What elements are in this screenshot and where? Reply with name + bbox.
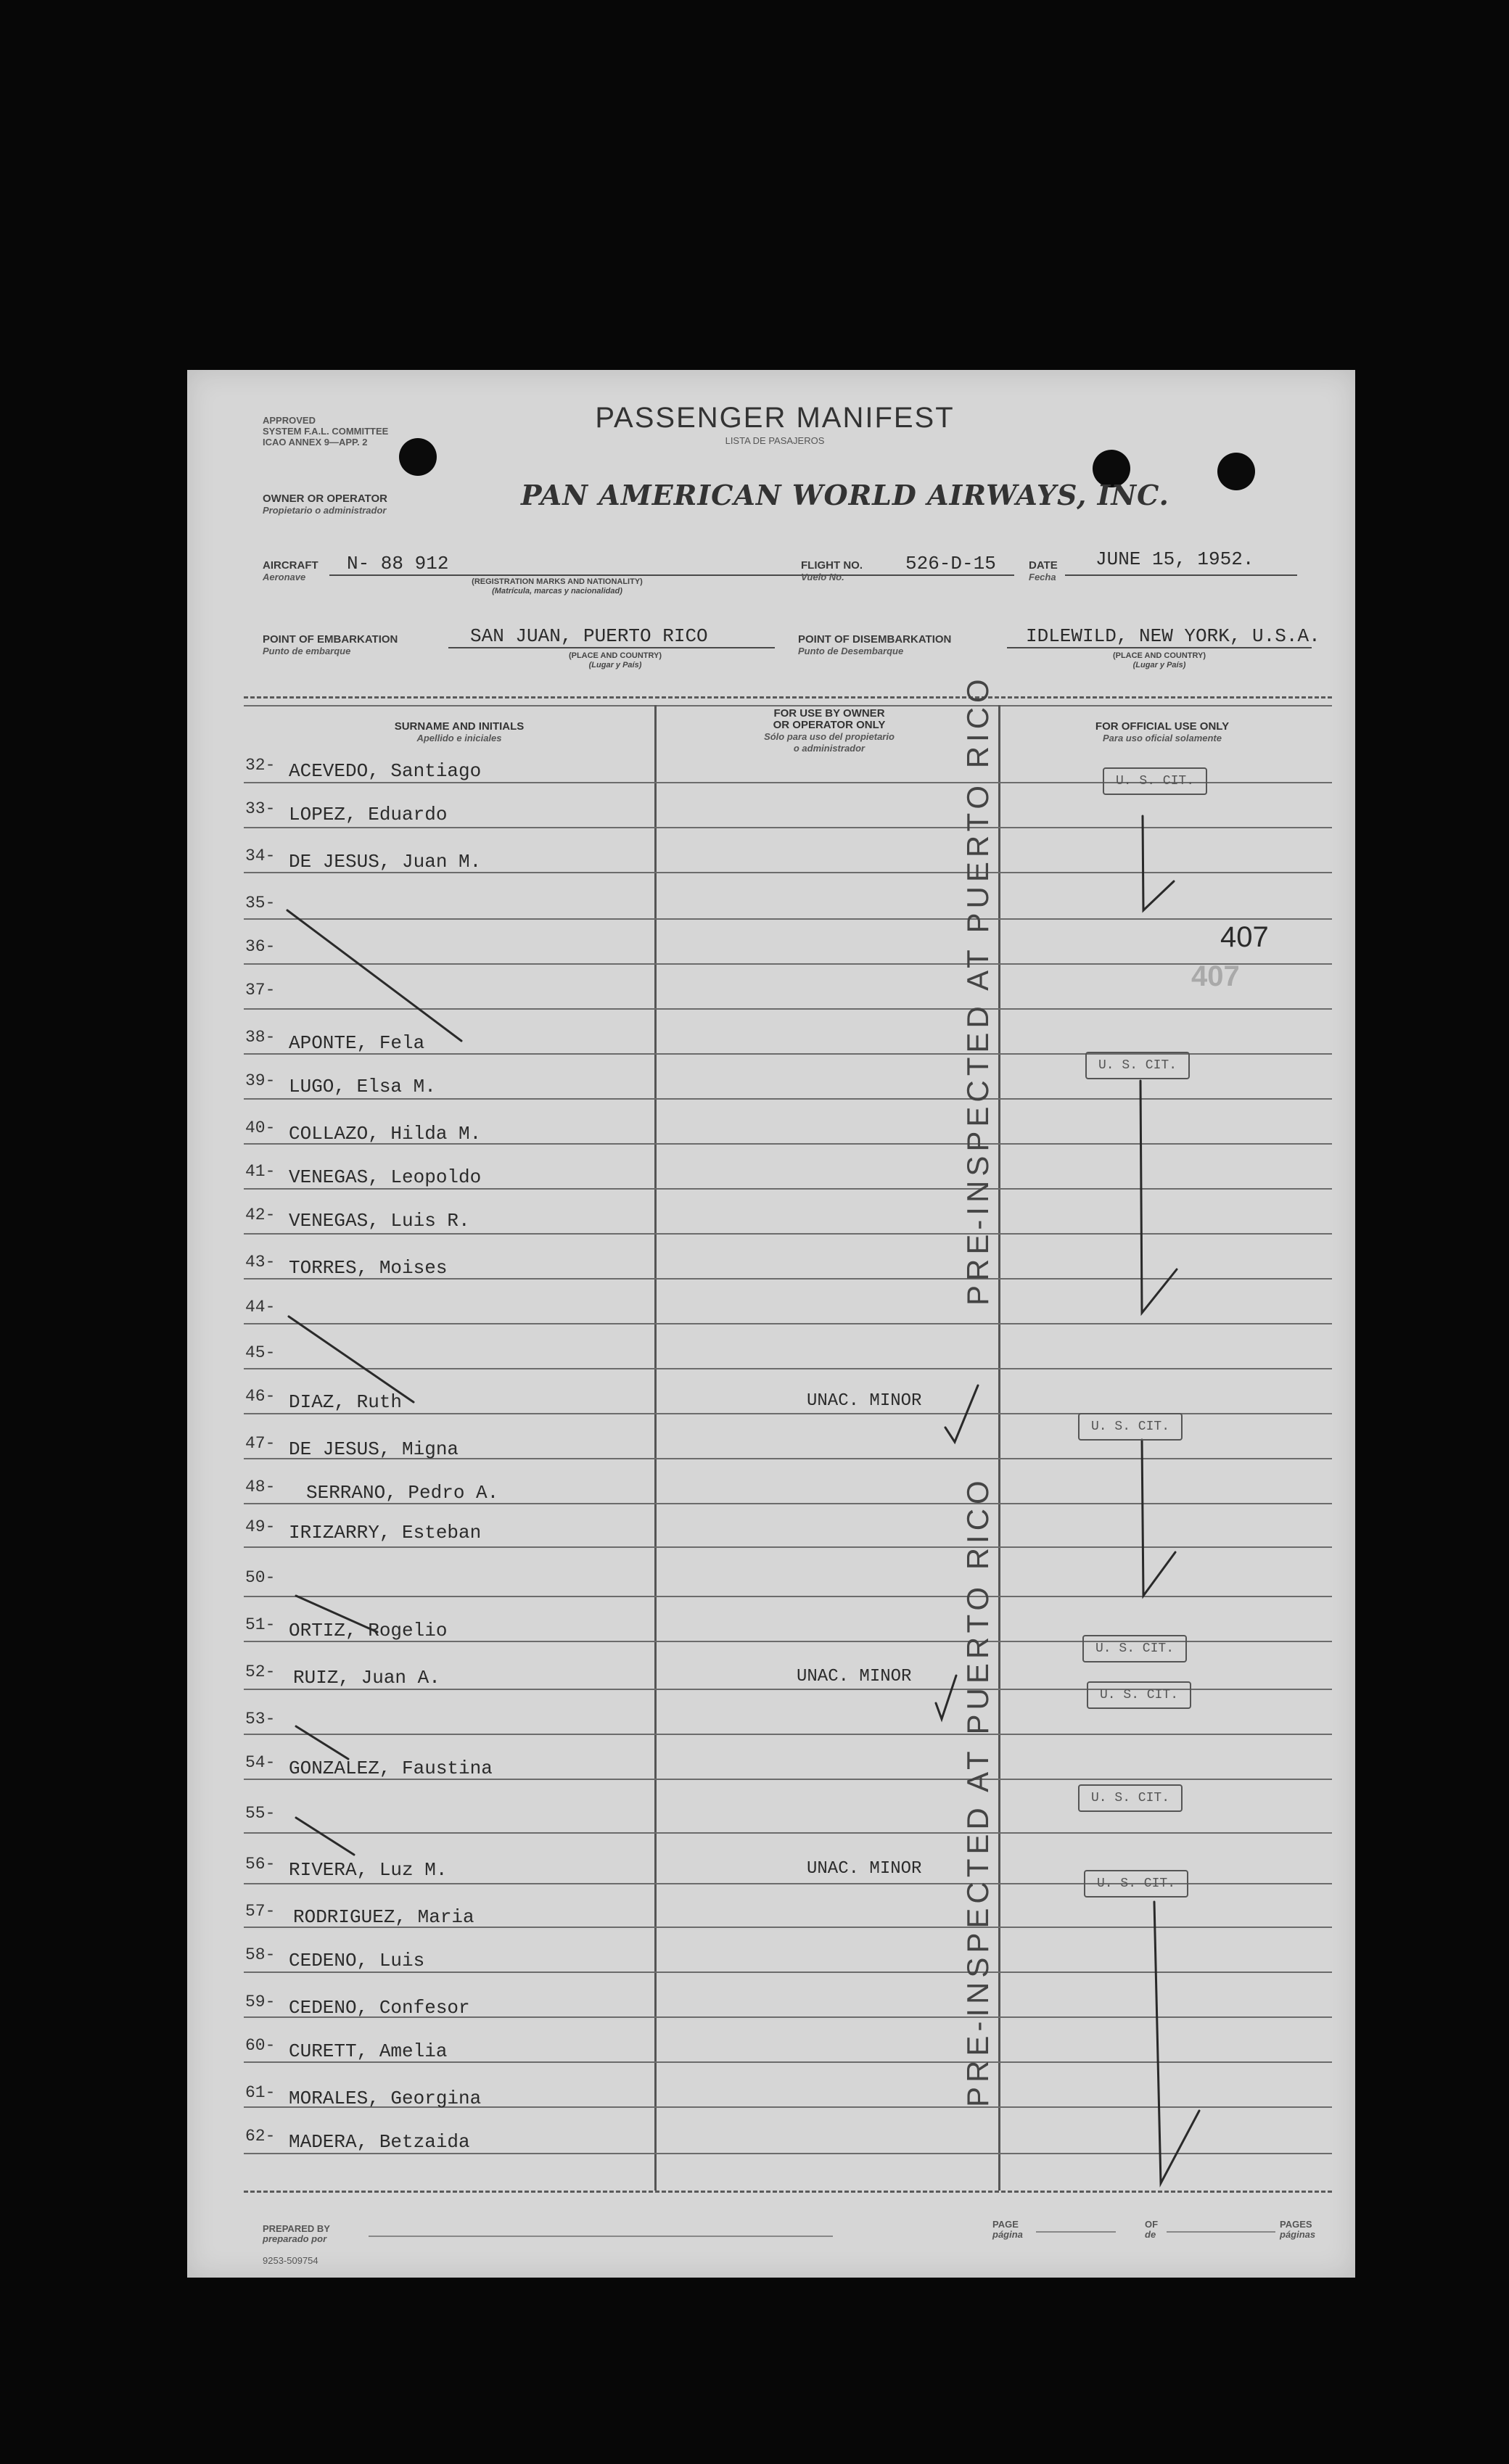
owner-note: UNAC. MINOR — [797, 1667, 912, 1686]
passenger-name: SERRANO, Pedro A. — [306, 1482, 499, 1504]
passenger-name: CEDENO, Confesor — [289, 1997, 470, 2019]
pre-inspected-stamp: PRE-INSPECTED AT PUERTO RICO — [961, 1476, 995, 2107]
checkmark — [1143, 816, 1174, 910]
row-number: 40- — [245, 1118, 276, 1137]
of-label-en: OF — [1145, 2219, 1159, 2230]
page-subtitle: LISTA DE PASAJEROS — [725, 435, 825, 446]
passenger-name: RUIZ, Juan A. — [293, 1667, 440, 1689]
owner-use-header-line: FOR USE BY OWNER — [773, 707, 885, 720]
official-column-header-es: Para uso oficial solamente — [1102, 733, 1222, 743]
page-title: PASSENGER MANIFEST — [595, 402, 955, 434]
owner-use-header-es-line: o administrador — [793, 743, 865, 754]
passenger-name: ORTIZ, Rogelio — [289, 1620, 448, 1641]
prepared-by-es: preparado por — [263, 2233, 327, 2244]
page-label — [992, 2220, 1023, 2240]
strike-line — [296, 1726, 348, 1759]
passenger-name: GONZALEZ, Faustina — [289, 1758, 493, 1779]
row-number: 62- — [245, 2127, 276, 2146]
passenger-name: IRIZARRY, Esteban — [289, 1522, 482, 1544]
approval-line: SYSTEM F.A.L. COMMITTEE — [263, 426, 389, 437]
owner-note: UNAC. MINOR — [807, 1391, 922, 1411]
row-number: 45- — [245, 1343, 276, 1362]
row-number: 59- — [245, 1993, 276, 2011]
prepared-by-en: PREPARED BY — [263, 2223, 330, 2234]
embark-label-es: Punto de embarque — [263, 646, 351, 656]
strike-line — [287, 910, 461, 1041]
row-number: 36- — [245, 937, 276, 956]
row-number: 52- — [245, 1662, 276, 1681]
official-column-header-en: FOR OFFICIAL USE ONLY — [1095, 720, 1230, 733]
prepared-by-label — [263, 2224, 330, 2244]
checkmark — [1154, 1902, 1199, 2183]
airline-name: PAN AMERICAN WORLD AIRWAYS, INC. — [521, 479, 1169, 511]
passenger-name: DE JESUS, Juan M. — [289, 851, 482, 873]
passenger-name: LOPEZ, Eduardo — [289, 804, 448, 825]
registration-caption-en: (REGISTRATION MARKS AND NATIONALITY) — [472, 577, 643, 586]
passenger-name: COLLAZO, Hilda M. — [289, 1123, 482, 1145]
disembark-value: IDLEWILD, NEW YORK, U.S.A. — [1026, 625, 1320, 647]
us-cit-stamp: U. S. CIT. — [1084, 1870, 1188, 1898]
date-label-en: DATE — [1029, 559, 1058, 572]
form-number: 9253-509754 — [263, 2255, 318, 2266]
pages-label-en: PAGES — [1280, 2219, 1312, 2230]
row-number: 44- — [245, 1298, 276, 1317]
disembark-label-es: Punto de Desembarque — [798, 646, 904, 656]
strike-line — [289, 1317, 414, 1402]
date-label-es: Fecha — [1029, 572, 1056, 582]
row-number: 53- — [245, 1710, 276, 1728]
footer-divider — [244, 2191, 1332, 2193]
registration-caption-es: (Matrícula, marcas y nacionalidad) — [492, 587, 622, 596]
disembark-label-en: POINT OF DISEMBARKATION — [798, 633, 952, 646]
of-line — [1167, 2231, 1275, 2233]
aircraft-value: N- 88 912 — [347, 553, 449, 574]
row-number: 55- — [245, 1804, 276, 1823]
passenger-name: TORRES, Moises — [289, 1257, 448, 1279]
of-label-es: de — [1145, 2229, 1156, 2240]
embark-place-caption-es: (Lugar y País) — [588, 661, 642, 669]
row-number: 57- — [245, 1902, 276, 1921]
row-number: 46- — [245, 1387, 276, 1406]
passenger-name: VENEGAS, Luis R. — [289, 1210, 470, 1232]
owner-use-header-line: OR OPERATOR ONLY — [773, 719, 886, 731]
embark-value: SAN JUAN, PUERTO RICO — [470, 625, 708, 647]
aircraft-label-en: AIRCRAFT — [263, 559, 318, 572]
passenger-name: LUGO, Elsa M. — [289, 1076, 436, 1097]
row-number: 43- — [245, 1253, 276, 1272]
disembark-place-caption-es: (Lugar y País) — [1132, 661, 1186, 669]
surname-column-header-es: Apellido e iniciales — [416, 733, 502, 743]
manifest-sheet — [187, 370, 1355, 2278]
page-line — [1036, 2231, 1116, 2233]
pages-label — [1280, 2220, 1315, 2240]
row-number: 51- — [245, 1615, 276, 1634]
us-cit-stamp: U. S. CIT. — [1085, 1052, 1190, 1079]
disembark-place-caption-en: (PLACE AND COUNTRY) — [1112, 651, 1206, 660]
pre-inspected-stamp: PRE-INSPECTED AT PUERTO RICO — [961, 675, 995, 1306]
row-number: 49- — [245, 1517, 276, 1536]
row-number: 38- — [245, 1028, 276, 1047]
faint-count: 407 — [1191, 960, 1240, 992]
aircraft-label-es: Aeronave — [263, 572, 306, 582]
row-number: 54- — [245, 1753, 276, 1772]
hand-marks — [187, 370, 1355, 2278]
passenger-name: MORALES, Georgina — [289, 2088, 482, 2109]
row-number: 42- — [245, 1206, 276, 1224]
passenger-name: CURETT, Amelia — [289, 2040, 448, 2062]
row-number: 47- — [245, 1434, 276, 1453]
passenger-name: RODRIGUEZ, Maria — [293, 1906, 474, 1928]
handwritten-count: 407 — [1220, 921, 1269, 953]
strike-line — [296, 1596, 377, 1632]
row-number: 41- — [245, 1162, 276, 1181]
row-number: 50- — [245, 1568, 276, 1587]
page-label-en: PAGE — [992, 2219, 1019, 2230]
owner-note: UNAC. MINOR — [807, 1859, 922, 1879]
passenger-name: VENEGAS, Leopoldo — [289, 1166, 482, 1188]
passenger-name: DE JESUS, Migna — [289, 1438, 459, 1460]
embark-label-en: POINT OF EMBARKATION — [263, 633, 398, 646]
us-cit-stamp: U. S. CIT. — [1078, 1784, 1183, 1812]
us-cit-stamp: U. S. CIT. — [1078, 1413, 1183, 1441]
passenger-name: CEDENO, Luis — [289, 1950, 425, 1971]
checkmark — [945, 1385, 978, 1442]
row-number: 48- — [245, 1478, 276, 1496]
flight-label-es: Vuelo No. — [801, 572, 844, 582]
row-number: 39- — [245, 1071, 276, 1090]
passenger-name: ACEVEDO, Santiago — [289, 760, 482, 782]
us-cit-stamp: U. S. CIT. — [1087, 1681, 1191, 1709]
approval-line: APPROVED — [263, 415, 316, 426]
owner-label-es: Propietario o administrador — [263, 505, 387, 516]
approval-line: ICAO ANNEX 9—APP. 2 — [263, 437, 368, 448]
surname-column-header-en: SURNAME AND INITIALS — [394, 720, 525, 733]
row-number: 58- — [245, 1945, 276, 1964]
row-number: 33- — [245, 799, 276, 818]
passenger-name: RIVERA, Luz M. — [289, 1859, 448, 1881]
strike-line — [296, 1818, 354, 1855]
passenger-name: MADERA, Betzaida — [289, 2131, 470, 2153]
embark-place-caption-en: (PLACE AND COUNTRY) — [568, 651, 662, 660]
us-cit-stamp: U. S. CIT. — [1103, 767, 1207, 795]
page-label-es: página — [992, 2229, 1023, 2240]
flight-value: 526-D-15 — [905, 553, 996, 574]
checkmark — [1140, 1081, 1177, 1313]
owner-label-en: OWNER OR OPERATOR — [263, 493, 387, 505]
passenger-name: APONTE, Fela — [289, 1032, 425, 1054]
row-number: 32- — [245, 756, 276, 775]
prepared-by-line — [369, 2236, 833, 2237]
owner-use-header-es-line: Sólo para uso del propietario — [764, 731, 895, 742]
row-number: 35- — [245, 894, 276, 912]
checkmark — [1142, 1440, 1175, 1596]
row-number: 34- — [245, 846, 276, 865]
checkmark — [936, 1676, 956, 1719]
row-number: 56- — [245, 1855, 276, 1874]
row-number: 37- — [245, 981, 276, 1000]
row-number: 60- — [245, 2036, 276, 2055]
of-label — [1145, 2220, 1158, 2240]
row-number: 61- — [245, 2083, 276, 2102]
flight-label-en: FLIGHT NO. — [801, 559, 863, 572]
date-value: JUNE 15, 1952. — [1095, 548, 1254, 570]
us-cit-stamp: U. S. CIT. — [1082, 1635, 1187, 1662]
pages-label-es: páginas — [1280, 2229, 1316, 2240]
passenger-name: DIAZ, Ruth — [289, 1391, 403, 1413]
